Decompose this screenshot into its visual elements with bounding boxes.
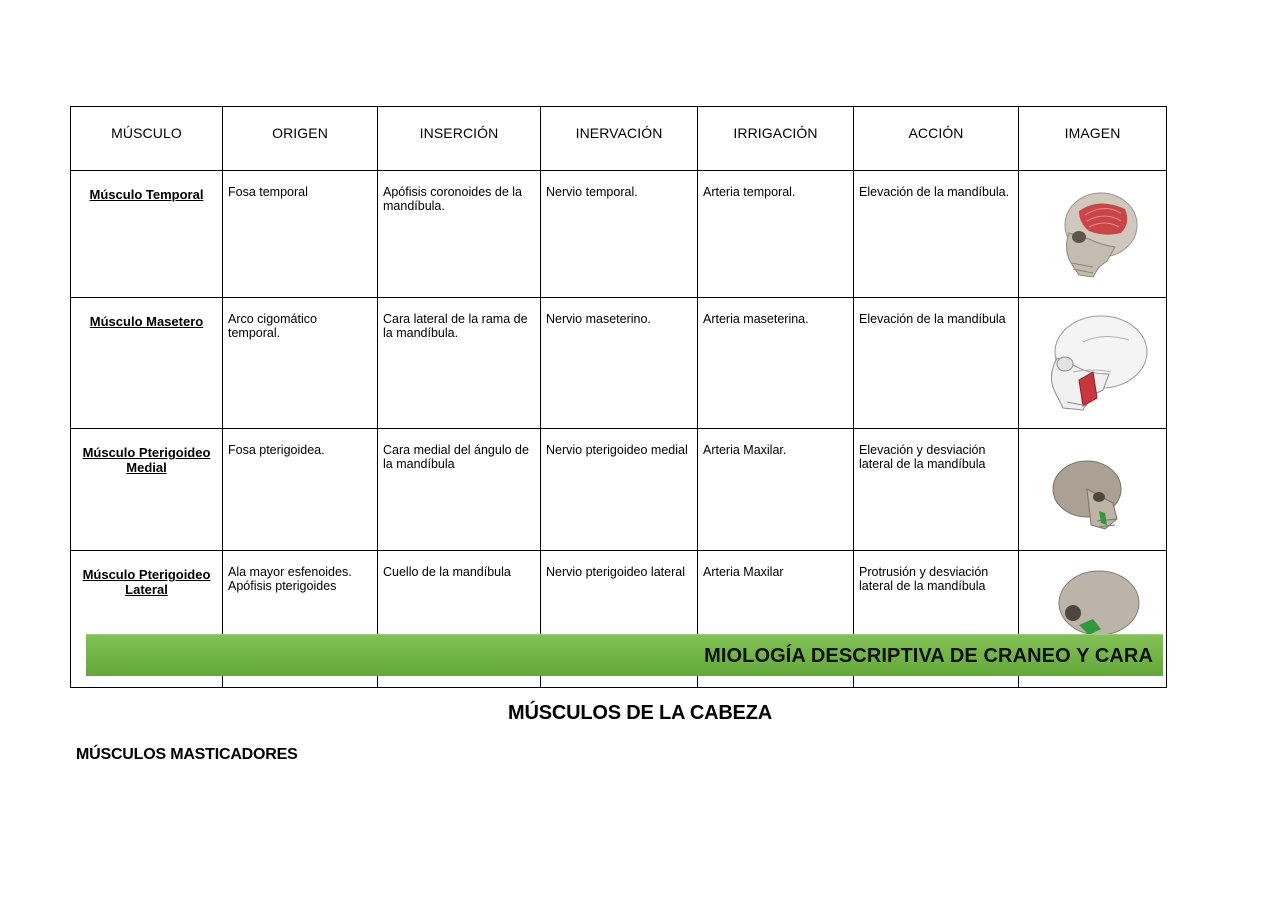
irrigation-text: Arteria temporal. (703, 185, 796, 199)
action-cell (854, 171, 1019, 298)
insertion-text: Cuello de la mandíbula (383, 565, 511, 579)
header-musculo: MÚSCULO (71, 107, 223, 171)
action-text: Protrusión y desviación lateral de la mandíbula (859, 565, 989, 593)
innervation-cell (541, 298, 698, 429)
image-cell (1019, 171, 1167, 298)
innervation-cell (541, 171, 698, 298)
muscle-name: Músculo Masetero (89, 314, 204, 329)
muscle-name-cell (71, 298, 223, 429)
insertion-cell (378, 298, 541, 429)
insertion-text: Apófisis coronoides de la mandíbula. (383, 185, 522, 213)
muscles-table (70, 106, 1167, 688)
header-row (71, 107, 1167, 171)
irrigation-text: Arteria Maxilar. (703, 443, 787, 457)
insertion-cell (378, 429, 541, 551)
action-text: Elevación de la mandíbula (859, 312, 1006, 326)
muscle-name-cell (71, 429, 223, 551)
action-cell (854, 429, 1019, 551)
header-irrigacion: IRRIGACIÓN (698, 107, 854, 171)
irrigation-cell (698, 298, 854, 429)
header-insercion: INSERCIÓN (378, 107, 541, 171)
muscle-name: Músculo Temporal (89, 187, 204, 202)
header-inervacion: INERVACIÓN (541, 107, 698, 171)
irrigation-text: Arteria Maxilar (703, 565, 784, 579)
skull-temporal-image (1049, 189, 1141, 281)
muscle-name: Músculo Pterigoideo Medial (82, 445, 211, 475)
section-heading: MÚSCULOS MASTICADORES (76, 746, 298, 763)
origin-text: Fosa temporal (228, 185, 308, 199)
origin-cell (223, 429, 378, 551)
table-row (71, 298, 1167, 429)
action-text: Elevación y desviación lateral de la mandíbula (859, 443, 986, 471)
origin-text: Fosa pterigoidea. (228, 443, 325, 457)
insertion-text: Cara medial del ángulo de la mandíbula (383, 443, 529, 471)
irrigation-cell (698, 171, 854, 298)
image-cell (1019, 298, 1167, 429)
table-row (71, 171, 1167, 298)
origin-text: Apófisis pterigoides (228, 579, 337, 593)
muscle-name-cell (71, 171, 223, 298)
origin-text: Arco cigomático temporal. (228, 312, 317, 340)
action-text: Elevación de la mandíbula. (859, 185, 1010, 199)
title-banner (86, 634, 1163, 676)
origin-text: Ala mayor esfenoides. (228, 565, 352, 579)
innervation-text: Nervio temporal. (546, 185, 638, 199)
innervation-cell (541, 429, 698, 551)
innervation-text: Nervio pterigoideo medial (546, 443, 688, 457)
header-imagen: IMAGEN (1019, 107, 1167, 171)
insertion-text: Cara lateral de la rama de la mandíbula. (383, 312, 528, 340)
skull-lateral-pterygoid-image (1049, 569, 1141, 635)
insertion-cell (378, 171, 541, 298)
header-accion: ACCIÓN (854, 107, 1019, 171)
origin-cell (223, 171, 378, 298)
innervation-text: Nervio pterigoideo lateral (546, 565, 685, 579)
banner-title: MIOLOGÍA DESCRIPTIVA DE CRANEO Y CARA (704, 645, 1153, 667)
image-cell (1019, 429, 1167, 551)
muscle-name: Músculo Pterigoideo Lateral (82, 567, 211, 597)
skull-medial-pterygoid-image (1047, 455, 1131, 539)
header-origen: ORIGEN (223, 107, 378, 171)
page-subtitle: MÚSCULOS DE LA CABEZA (508, 702, 772, 724)
skull-masseter-image (1033, 312, 1151, 416)
origin-cell (223, 298, 378, 429)
innervation-text: Nervio maseterino. (546, 312, 651, 326)
table-row (71, 429, 1167, 551)
action-cell (854, 298, 1019, 429)
irrigation-text: Arteria maseterina. (703, 312, 809, 326)
irrigation-cell (698, 429, 854, 551)
